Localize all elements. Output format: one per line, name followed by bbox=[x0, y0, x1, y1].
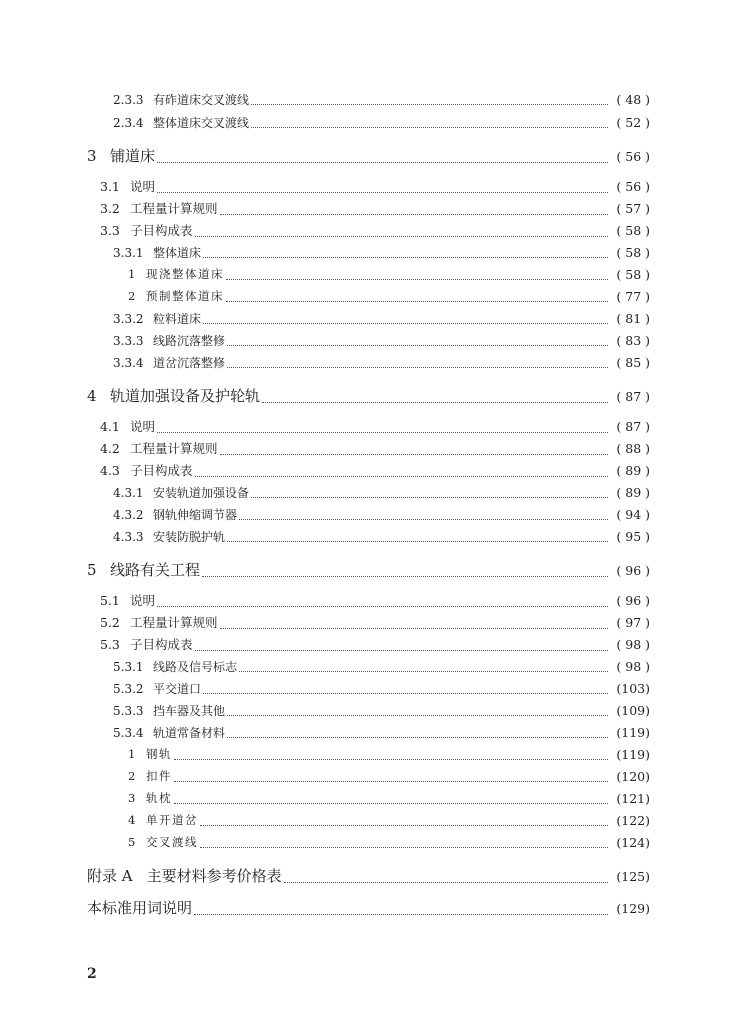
toc-entry[interactable] bbox=[100, 223, 650, 240]
toc-title: 说明 bbox=[130, 419, 156, 434]
dot-leader bbox=[195, 476, 608, 477]
dot-leader bbox=[174, 759, 608, 760]
toc-title: 子目构成表 bbox=[130, 223, 193, 238]
toc-title: 轨道常备材料 bbox=[153, 726, 226, 740]
dot-leader bbox=[220, 454, 608, 455]
toc-number: 5 bbox=[128, 835, 136, 849]
toc-entry[interactable] bbox=[113, 92, 650, 108]
dot-leader bbox=[157, 192, 608, 193]
toc-title: 安装防脱护轨 bbox=[153, 530, 226, 544]
toc-number: 2 bbox=[128, 769, 136, 783]
toc-number: 5.3.4 bbox=[113, 726, 144, 740]
toc-page: (121) bbox=[616, 791, 650, 806]
toc-number: 4 bbox=[87, 387, 97, 405]
toc-entry[interactable] bbox=[100, 179, 650, 196]
toc-number: 1 bbox=[128, 267, 136, 281]
toc-entry[interactable] bbox=[87, 561, 650, 580]
toc-entry[interactable] bbox=[113, 507, 650, 523]
toc-page: ( 98 ) bbox=[616, 637, 650, 652]
dot-leader bbox=[200, 847, 608, 848]
dot-leader bbox=[174, 803, 608, 804]
toc-page: (103) bbox=[616, 681, 650, 696]
toc-page: (109) bbox=[616, 703, 650, 718]
toc-page: (125) bbox=[616, 869, 650, 884]
toc-entry[interactable] bbox=[113, 245, 650, 261]
toc-entry[interactable] bbox=[128, 267, 650, 283]
toc-number: 5.3.3 bbox=[113, 704, 144, 718]
toc-page: ( 88 ) bbox=[616, 441, 650, 456]
dot-leader bbox=[157, 162, 608, 163]
toc-number: 3 bbox=[128, 791, 136, 805]
toc-page: ( 58 ) bbox=[616, 267, 650, 282]
dot-leader bbox=[251, 104, 608, 105]
toc-title: 挡车器及其他 bbox=[153, 704, 226, 718]
toc-entry[interactable] bbox=[113, 681, 650, 697]
toc-number: 5.3.2 bbox=[113, 682, 144, 696]
toc-entry[interactable] bbox=[128, 813, 650, 829]
toc-number: 3.3.3 bbox=[113, 334, 144, 348]
dot-leader bbox=[227, 541, 608, 542]
toc-title: 主要材料参考价格表 bbox=[146, 867, 282, 885]
toc-number: 附录 A bbox=[87, 867, 133, 885]
toc-title: 工程量计算规则 bbox=[130, 441, 218, 456]
toc-entry[interactable] bbox=[100, 201, 650, 218]
dot-leader bbox=[227, 715, 608, 716]
toc-entry[interactable] bbox=[128, 289, 650, 305]
toc-page: ( 52 ) bbox=[616, 115, 650, 130]
toc-number: 5.2 bbox=[100, 615, 120, 630]
toc-number: 4.3 bbox=[100, 463, 120, 478]
toc-page: ( 58 ) bbox=[616, 245, 650, 260]
toc-page: ( 56 ) bbox=[616, 149, 650, 164]
dot-leader bbox=[251, 127, 608, 128]
dot-leader bbox=[227, 367, 608, 368]
toc-page: (120) bbox=[616, 769, 650, 784]
dot-leader bbox=[200, 825, 608, 826]
toc-page: ( 89 ) bbox=[616, 485, 650, 500]
toc-entry[interactable] bbox=[113, 529, 650, 545]
dot-leader bbox=[203, 323, 608, 324]
toc-title: 钢轨 bbox=[146, 747, 172, 761]
toc-title: 工程量计算规则 bbox=[130, 615, 218, 630]
dot-leader bbox=[226, 279, 608, 280]
toc-entry[interactable] bbox=[100, 419, 650, 436]
toc-entry[interactable] bbox=[113, 355, 650, 371]
toc-page: ( 83 ) bbox=[616, 333, 650, 348]
toc-page: ( 87 ) bbox=[616, 389, 650, 404]
toc-number: 4.1 bbox=[100, 419, 120, 434]
toc-entry[interactable] bbox=[113, 703, 650, 719]
toc-title: 子目构成表 bbox=[130, 463, 193, 478]
toc-number: 4 bbox=[128, 813, 136, 827]
toc-page: ( 96 ) bbox=[616, 563, 650, 578]
toc-entry[interactable] bbox=[113, 725, 650, 741]
toc-number: 5.3 bbox=[100, 637, 120, 652]
toc-entry[interactable] bbox=[87, 867, 650, 886]
toc-number: 3.3.1 bbox=[113, 246, 144, 260]
toc-entry[interactable] bbox=[100, 593, 650, 610]
dot-leader bbox=[220, 628, 608, 629]
toc-number: 3.3.2 bbox=[113, 312, 144, 326]
toc-title: 道岔沉落整修 bbox=[153, 356, 226, 370]
toc-page: ( 58 ) bbox=[616, 223, 650, 238]
toc-entry[interactable] bbox=[128, 769, 650, 785]
toc-title: 线路有关工程 bbox=[110, 561, 201, 579]
dot-leader bbox=[251, 497, 608, 498]
toc-title: 现浇整体道床 bbox=[146, 267, 224, 281]
toc-entry[interactable] bbox=[113, 311, 650, 327]
toc-page: ( 96 ) bbox=[616, 593, 650, 608]
dot-leader bbox=[220, 214, 608, 215]
toc-page: ( 95 ) bbox=[616, 529, 650, 544]
toc-title: 轨枕 bbox=[146, 791, 172, 805]
toc-number: 5.1 bbox=[100, 593, 120, 608]
toc-title: 有砟道床交叉渡线 bbox=[153, 93, 250, 107]
toc-number: 5.3.1 bbox=[113, 660, 144, 674]
dot-leader bbox=[239, 519, 608, 520]
toc-page: ( 89 ) bbox=[616, 463, 650, 478]
toc-number: 2.3.3 bbox=[113, 93, 144, 107]
toc-title: 轨道加强设备及护轮轨 bbox=[110, 387, 261, 405]
toc-number: 3.2 bbox=[100, 201, 120, 216]
dot-leader bbox=[227, 737, 608, 738]
toc-title: 整体道床交叉渡线 bbox=[153, 116, 250, 130]
toc-title: 子目构成表 bbox=[130, 637, 193, 652]
toc-page: ( 81 ) bbox=[616, 311, 650, 326]
toc-number: 4.2 bbox=[100, 441, 120, 456]
toc-page: ( 94 ) bbox=[616, 507, 650, 522]
toc-number: 2 bbox=[128, 289, 136, 303]
dot-leader bbox=[262, 402, 608, 403]
dot-leader bbox=[226, 301, 608, 302]
toc-title: 线路及信号标志 bbox=[153, 660, 238, 674]
toc-title: 铺道床 bbox=[110, 147, 156, 165]
dot-leader bbox=[227, 345, 608, 346]
toc-entry[interactable] bbox=[113, 115, 650, 131]
toc-page: ( 85 ) bbox=[616, 355, 650, 370]
toc-title: 钢轨伸缩调节器 bbox=[153, 508, 238, 522]
toc-page: ( 56 ) bbox=[616, 179, 650, 194]
toc-entry[interactable] bbox=[113, 485, 650, 501]
dot-leader bbox=[203, 693, 608, 694]
toc-page: (122) bbox=[616, 813, 650, 828]
dot-leader bbox=[202, 576, 608, 577]
toc-number: 4.3.2 bbox=[113, 508, 144, 522]
toc-page: ( 98 ) bbox=[616, 659, 650, 674]
toc-page: (129) bbox=[616, 901, 650, 916]
toc-title: 预制整体道床 bbox=[146, 289, 224, 303]
toc-title: 说明 bbox=[130, 179, 156, 194]
toc-title: 线路沉落整修 bbox=[153, 334, 226, 348]
toc-entry[interactable] bbox=[100, 463, 650, 480]
toc-title: 单开道岔 bbox=[146, 813, 198, 827]
toc-entry[interactable] bbox=[100, 615, 650, 632]
toc-entry[interactable] bbox=[113, 659, 650, 675]
toc-title: 安装轨道加强设备 bbox=[153, 486, 250, 500]
toc-entry[interactable] bbox=[128, 835, 650, 851]
toc-number: 3 bbox=[87, 147, 97, 165]
dot-leader bbox=[157, 432, 608, 433]
dot-leader bbox=[157, 606, 608, 607]
toc-page: ( 77 ) bbox=[616, 289, 650, 304]
toc-entry[interactable] bbox=[113, 333, 650, 349]
dot-leader bbox=[195, 236, 608, 237]
toc-page: (119) bbox=[616, 747, 650, 762]
toc-number: 1 bbox=[128, 747, 136, 761]
page-number: 2 bbox=[87, 966, 97, 982]
toc-page: ( 87 ) bbox=[616, 419, 650, 434]
toc-title: 扣件 bbox=[146, 769, 172, 783]
toc-entry[interactable] bbox=[128, 791, 650, 807]
toc-entry[interactable] bbox=[87, 899, 650, 918]
toc-number: 3.3.4 bbox=[113, 356, 144, 370]
dot-leader bbox=[284, 882, 608, 883]
dot-leader bbox=[195, 650, 608, 651]
toc-entry[interactable] bbox=[87, 147, 650, 166]
toc-number: 4.3.3 bbox=[113, 530, 144, 544]
toc-entry[interactable] bbox=[128, 747, 650, 763]
toc-title: 工程量计算规则 bbox=[130, 201, 218, 216]
toc-page: ( 57 ) bbox=[616, 201, 650, 216]
toc-entry[interactable] bbox=[100, 441, 650, 458]
toc-entry[interactable] bbox=[100, 637, 650, 654]
toc-page: (119) bbox=[616, 725, 650, 740]
toc-page: (124) bbox=[616, 835, 650, 850]
toc-title: 说明 bbox=[130, 593, 156, 608]
dot-leader bbox=[203, 257, 608, 258]
toc-title: 本标准用词说明 bbox=[87, 899, 193, 917]
toc-page: ( 97 ) bbox=[616, 615, 650, 630]
dot-leader bbox=[194, 914, 608, 915]
toc-number: 4.3.1 bbox=[113, 486, 144, 500]
toc-page: ( 48 ) bbox=[616, 92, 650, 107]
toc-number: 3.1 bbox=[100, 179, 120, 194]
toc-title: 交叉渡线 bbox=[146, 835, 198, 849]
toc-title: 整体道床 bbox=[153, 246, 202, 260]
toc-title: 粒料道床 bbox=[153, 312, 202, 326]
dot-leader bbox=[174, 781, 608, 782]
dot-leader bbox=[239, 671, 608, 672]
toc-title: 平交道口 bbox=[153, 682, 202, 696]
toc-entry[interactable] bbox=[87, 387, 650, 406]
toc-number: 3.3 bbox=[100, 223, 120, 238]
toc-number: 5 bbox=[87, 561, 97, 579]
toc-number: 2.3.4 bbox=[113, 116, 144, 130]
